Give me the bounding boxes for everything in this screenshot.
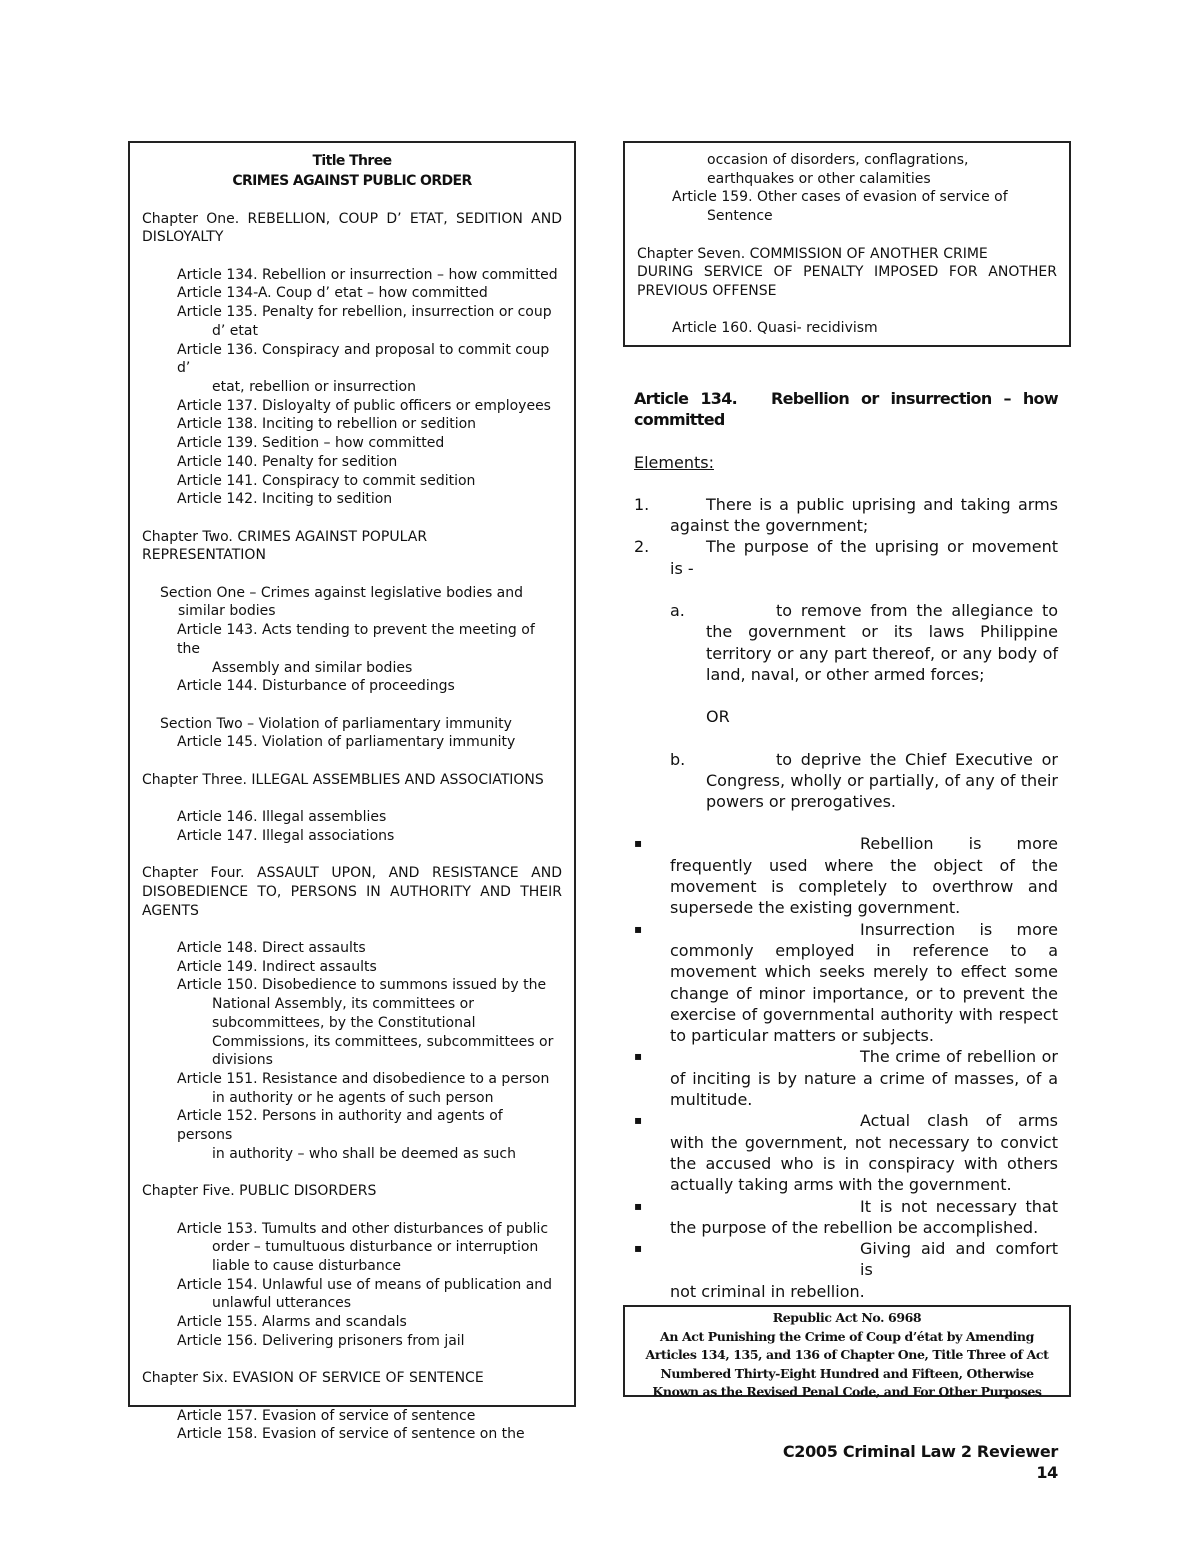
article-151: Article 151. Resistance and disobedience to a person in authority or he agents of such person: [177, 1070, 550, 1106]
toc-continuation-box: [623, 141, 1071, 347]
article-157: Article 157. Evasion of service of sentence: [177, 1407, 476, 1424]
article-134-discussion: [634, 388, 1058, 1302]
element-2b: b. to deprive the Chief Executive or Congress, wholly or partially, of any of their powers or prerogatives.: [670, 749, 1058, 812]
bullet-clash-of-arms: ▪ Actual clash of arms with the government, not necessary to convict the accused who is in conspiracy with others actually taking arms with the government.: [634, 1111, 1058, 1195]
article-153: Article 153. Tumults and other disturbances of public order – tumultuous disturbance or interruption liable to cause disturbance: [177, 1220, 549, 1274]
title-three-subtitle: CRIMES AGAINST PUBLIC ORDER: [232, 173, 472, 189]
chapter-two-heading: Chapter Two. CRIMES AGAINST POPULAR: [142, 528, 428, 545]
article-158-continuation: occasion of disorders, conflagrations, earthquakes or other calamities: [707, 152, 969, 187]
article-154: Article 154. Unlawful use of means of publication and unlawful utterances: [177, 1276, 553, 1312]
article-148: Article 148. Direct assaults: [177, 939, 366, 956]
republic-act-box: [623, 1305, 1071, 1397]
chapter-four-heading: Chapter Four. ASSAULT UPON, AND RESISTANCE AND DISOBEDIENCE TO, PERSONS IN AUTHORITY AND THEIR AGENTS: [142, 865, 562, 919]
page-number: 14: [1036, 1463, 1058, 1482]
article-160: Article 160. Quasi- recidivism: [672, 320, 878, 337]
ra-line-4: Numbered Thirty-Eight Hundred and Fifteen, Otherwise: [660, 1365, 1034, 1381]
section-one-heading: Section One – Crimes against legislative bodies and similar bodies: [160, 584, 524, 620]
chapter-five-heading: Chapter Five. PUBLIC DISORDERS: [142, 1183, 377, 1200]
article-146: Article 146. Illegal assemblies: [177, 809, 387, 826]
ra-line-3: Articles 134, 135, and 136 of Chapter One, Title Three of Act: [645, 1347, 1049, 1362]
ra-line-5: Known as the Revised Penal Code, and For Other Purposes: [652, 1384, 1042, 1399]
table-of-contents-box: [128, 141, 576, 1443]
element-2a: a. to remove from the allegiance to the government or its laws Philippine territory or any part thereof, or any body of land, naval, or other armed forces;: [670, 601, 1058, 684]
bullet-purpose: ▪ It is not necessary that the purpose of the rebellion be accomplished.: [634, 1196, 1058, 1237]
article-135: Article 135. Penalty for rebellion, insurrection or coup d’ etat: [177, 304, 552, 339]
bullet-rebellion: ▪ Rebellion is more frequently used where the object of the movement is completely to overthrow and supersede the existing government.: [634, 834, 1058, 918]
article-147: Article 147. Illegal associations: [177, 827, 395, 844]
article-145: Article 145. Violation of parliamentary immunity: [177, 734, 516, 751]
article-152: Article 152. Persons in authority and agents of persons in authority – who shall be deemed as such: [177, 1108, 516, 1162]
page-footer: [783, 1441, 1058, 1483]
article-134a: Article 134-A. Coup d’ etat – how committed: [177, 285, 488, 302]
or-separator: OR: [706, 707, 730, 727]
ra-line-2: An Act Punishing the Crime of Coup d’état by Amending: [660, 1328, 1034, 1344]
elements-label: Elements:: [634, 452, 714, 472]
article-136: Article 136. Conspiracy and proposal to commit coup d’ etat, rebellion or insurrection: [177, 341, 550, 395]
article-144: Article 144. Disturbance of proceedings: [177, 678, 455, 695]
section-two-heading: Section Two – Violation of parliamentary immunity: [160, 715, 512, 732]
chapter-six-heading: Chapter Six. EVASION OF SERVICE OF SENTENCE: [142, 1370, 484, 1387]
article-158: Article 158. Evasion of service of sentence on the: [177, 1426, 525, 1443]
chapter-two-heading-cont: REPRESENTATION: [142, 547, 266, 564]
title-three: Title Three: [312, 153, 392, 169]
article-143: Article 143. Acts tending to prevent the meeting of the Assembly and similar bodies: [177, 622, 535, 676]
article-156: Article 156. Delivering prisoners from jail: [177, 1332, 465, 1349]
bullet-aid-and-comfort: ▪ Giving aid and comfort is not criminal in rebellion.: [634, 1239, 1058, 1301]
article-150: Article 150. Disobedience to summons issued by the National Assembly, its committees or subcommittees, by the Constitutional Commissions, its committees, subcommittees or divisions: [177, 977, 554, 1069]
article-159: Article 159. Other cases of evasion of service of Sentence: [672, 189, 1008, 225]
article-149: Article 149. Indirect assaults: [177, 958, 377, 975]
element-1: 1. There is a public uprising and taking arms against the government;: [634, 494, 1058, 536]
chapter-three-heading: Chapter Three. ILLEGAL ASSEMBLIES AND ASSOCIATIONS: [142, 771, 544, 788]
article-137: Article 137. Disloyalty of public officers or employees: [177, 397, 551, 414]
chapter-seven-heading-cont: DURING SERVICE OF PENALTY IMPOSED FOR ANOTHER PREVIOUS OFFENSE: [637, 264, 1057, 299]
article-139: Article 139. Sedition – how committed: [177, 435, 445, 452]
article-141: Article 141. Conspiracy to commit sedition: [177, 472, 476, 489]
article-heading: Article 134. Rebellion or insurrection – how committed: [634, 389, 1058, 430]
article-155: Article 155. Alarms and scandals: [177, 1314, 407, 1331]
bullet-insurrection: ▪ Insurrection is more commonly employed in reference to a movement which seeks merely to effect some change of minor importance, or to prevent the exercise of governmental authority with respect to particular matters or subjects.: [634, 919, 1058, 1046]
article-140: Article 140. Penalty for sedition: [177, 453, 398, 470]
chapter-one-heading: Chapter One. REBELLION, COUP D’ ETAT, SEDITION AND DISLOYALTY: [142, 210, 562, 246]
element-2: 2. The purpose of the uprising or movement is -: [634, 537, 1058, 578]
footer-title: C2005 Criminal Law 2 Reviewer: [782, 1442, 1058, 1461]
bullet-crime-of-masses: ▪ The crime of rebellion or of inciting is by nature a crime of masses, of a multitude.: [634, 1047, 1058, 1110]
article-142: Article 142. Inciting to sedition: [177, 491, 393, 508]
chapter-seven-heading: Chapter Seven. COMMISSION OF ANOTHER CRIME: [637, 245, 988, 262]
article-138: Article 138. Inciting to rebellion or sedition: [177, 416, 477, 433]
article-134: Article 134. Rebellion or insurrection – how committed: [177, 266, 558, 283]
ra-title: Republic Act No. 6968: [772, 1310, 922, 1325]
